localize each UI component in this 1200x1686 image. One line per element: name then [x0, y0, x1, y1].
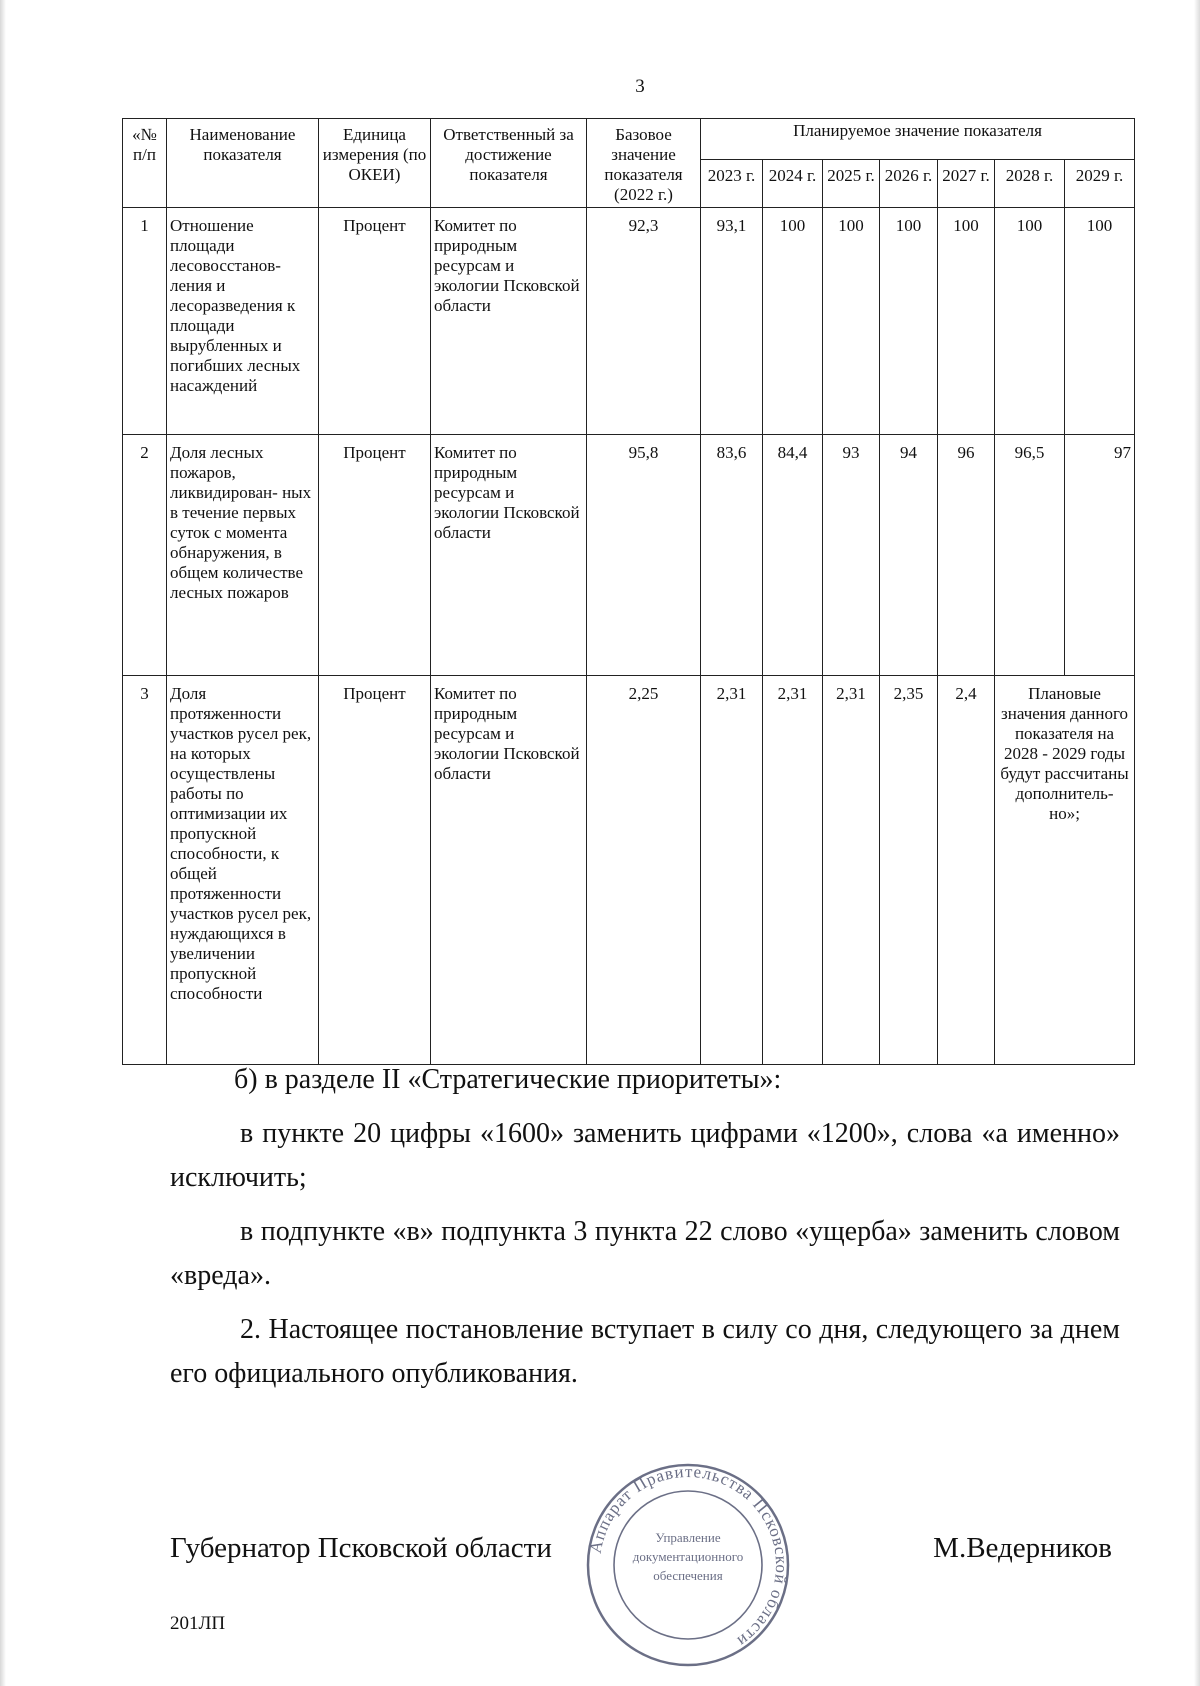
signatory-title: Губернатор Псковской области [170, 1532, 552, 1564]
paragraph-entry-into-force: 2. Настоящее постановление вступает в силу со дня, следующего за днем его официального опубликования. [170, 1314, 1120, 1389]
amendment-text [170, 1058, 1120, 1396]
row-unit: Процент [319, 435, 431, 676]
header-name: Наименование показателя [167, 119, 319, 208]
header-year-2024: 2024 г. [763, 160, 823, 208]
row-responsible: Комитет по природным ресурсам и экологии Псковской области [431, 676, 587, 1065]
row-value-2024: 2,31 [763, 676, 823, 1065]
header-unit: Единица измерения (по ОКЕИ) [319, 119, 431, 208]
header-year-2026: 2026 г. [880, 160, 938, 208]
row-responsible: Комитет по природным ресурсам и экологии Псковской области [431, 435, 587, 676]
row-value-2023: 83,6 [701, 435, 763, 676]
header-year-2027: 2027 г. [938, 160, 995, 208]
table-header-row [123, 119, 1135, 160]
row-value-2026: 100 [880, 208, 938, 435]
stamp-inner-line-3: обеспечения [653, 1568, 723, 1583]
row-name: Доля протяженности участков русел рек, на которых осуществлены работы по оптимизации их пропускной способности, к общей протяженности участков русел рек, нуждающихся в увеличении пропускной способности [167, 676, 319, 1065]
row-name: Доля лесных пожаров, ликвидирован- ных в течение первых суток с момента обнаружения, в общем количестве лесных пожаров [167, 435, 319, 676]
row-responsible: Комитет по природным ресурсам и экологии Псковской области [431, 208, 587, 435]
row-base: 95,8 [587, 435, 701, 676]
header-num: «№ п/п [123, 119, 167, 208]
row-unit: Процент [319, 676, 431, 1065]
row-value-2023: 2,31 [701, 676, 763, 1065]
row-value-2028: 100 [995, 208, 1065, 435]
row-value-2024: 84,4 [763, 435, 823, 676]
row-value-2027: 96 [938, 435, 995, 676]
row-name: Отношение площади лесовосстанов- ления и лесоразведения к площади вырубленных и погибших лесных насаждений [167, 208, 319, 435]
row-num: 2 [123, 435, 167, 676]
row-num: 1 [123, 208, 167, 435]
row-value-2024: 100 [763, 208, 823, 435]
row-value-2029: 97 [1065, 435, 1135, 676]
document-code: 201ЛП [170, 1613, 226, 1634]
paragraph-point-22: в подпункте «в» подпункта 3 пункта 22 слово «ущерба» заменить словом «вреда». [170, 1216, 1120, 1291]
table-row [123, 208, 1135, 435]
row-note-2028-2029: Плановые значения данного показателя на 2028 - 2029 годы будут рассчитаны дополнитель- но»; [995, 676, 1135, 1065]
header-responsible: Ответственный за достижение показателя [431, 119, 587, 208]
signatory-name: М.Ведерников [933, 1532, 1112, 1564]
official-stamp [578, 1460, 798, 1670]
header-year-2023: 2023 г. [701, 160, 763, 208]
stamp-inner-line-1: Управление [655, 1530, 721, 1545]
row-value-2025: 93 [823, 435, 880, 676]
header-year-2028: 2028 г. [995, 160, 1065, 208]
row-value-2023: 93,1 [701, 208, 763, 435]
header-year-2025: 2025 г. [823, 160, 880, 208]
header-year-2029: 2029 г. [1065, 160, 1135, 208]
stamp-inner-line-2: документационного [632, 1549, 744, 1564]
row-value-2025: 2,31 [823, 676, 880, 1065]
paragraph-point-20: в пункте 20 цифры «1600» заменить цифрами «1200», слова «а именно» исключить; [170, 1118, 1120, 1193]
row-value-2027: 100 [938, 208, 995, 435]
scan-edge-right [1194, 0, 1200, 1686]
row-value-2027: 2,4 [938, 676, 995, 1065]
row-value-2028: 96,5 [995, 435, 1065, 676]
table-row [123, 676, 1135, 1065]
header-base: Базовое значение показателя (2022 г.) [587, 119, 701, 208]
row-num: 3 [123, 676, 167, 1065]
indicators-table [122, 118, 1135, 1065]
row-unit: Процент [319, 208, 431, 435]
row-value-2026: 2,35 [880, 676, 938, 1065]
scan-edge-left [0, 0, 6, 1686]
row-value-2026: 94 [880, 435, 938, 676]
stamp-inner-ring [614, 1491, 762, 1639]
row-value-2025: 100 [823, 208, 880, 435]
header-planned: Планируемое значение показателя [701, 119, 1135, 160]
page-number: 3 [635, 76, 645, 97]
row-value-2029: 100 [1065, 208, 1135, 435]
table-row [123, 435, 1135, 676]
paragraph-section-ii: б) в разделе II «Стратегические приоритеты»: [234, 1064, 782, 1095]
stamp-outer-text: Аппарат Правительства Псковской области [585, 1461, 792, 1652]
row-base: 92,3 [587, 208, 701, 435]
row-base: 2,25 [587, 676, 701, 1065]
